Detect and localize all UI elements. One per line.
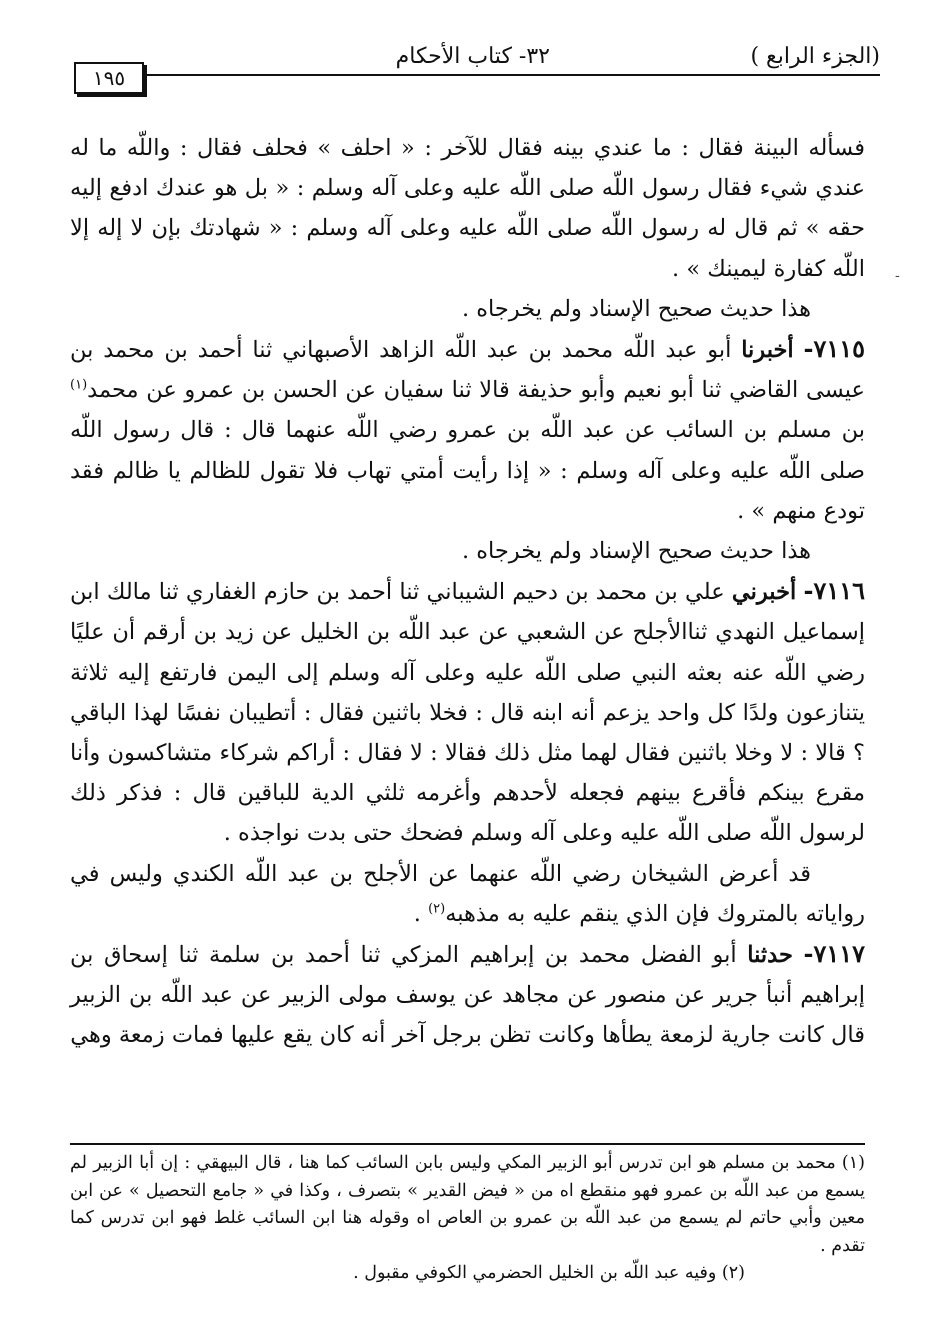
hadith-keyword: أخبرني [731, 579, 797, 606]
hadith-keyword: أخبرنا [741, 337, 794, 364]
paragraph: فسأله البينة فقال : ما عندي بينه فقال للآخر : « احلف » فحلف فقال : واللّه ما له عندي شيء فقال رسول اللّه صلى اللّه عليه وعلى آله وسلم : « بل هو عندك ادفع إليه حقه » ثم قال له رسول اللّه صلى اللّه عليه وعلى آله وسلم : « شهادتك بإن لا إله إلا اللّه كفارة ليمينك » . [70, 135, 865, 282]
hadith-7116 [70, 571, 865, 853]
hadith-text: أبو عبد اللّه محمد بن عبد اللّه الزاهد الأصبهاني ثنا أحمد بن محمد بن عيسى القاضي ثنا أبو نعيم وأبو حذيفة قالا ثنا سفيان عن الحسن بن عمرو عن محمد [70, 337, 865, 404]
hadith-text: علي بن محمد بن دحيم الشيباني ثنا أحمد بن حازم الغفاري ثنا مالك ابن إسماعيل النهدي ثناالأجلح عن الشعبي عن عبد اللّه بن الخليل عن زيد بن أرقم أن عليًا رضي اللّه عنه بعثه النبي صلى اللّه عليه وعلى آله وسلم إلى اليمن فارتفع إليه ثلاثة يتنازعون ولدًا كل واحد يزعم أنه ابنه قال : فخلا باثنين فقال : أتطيبان نفسًا لهذا الباقي ؟ قالا : لا وخلا باثنين فقال لهما مثل ذلك فقالا : لا فقال : أراكم شركاء متشاكسون وأنا مقرع بينكم فأقرع بينهم فجعله لأحدهم وأغرمه ثلثي الدية للباقين قال : فذكر ذلك لرسول اللّه صلى اللّه عليه وعلى آله وسلم فضحك حتى بدت نواجذه . [70, 579, 865, 847]
hadith-7115 [70, 329, 865, 531]
chapter-title: ٣٢- كتاب الأحكام [395, 44, 550, 69]
volume-title: (الجزء الرابع ) [750, 44, 880, 69]
hadith-number: ٧١١٥- [803, 334, 866, 364]
margin-mark: - [895, 268, 900, 284]
hadith-keyword: حدثنا [747, 942, 793, 969]
hadith-number: ٧١١٦- [803, 576, 866, 606]
comment-end: . [413, 900, 429, 927]
footnotes [70, 1150, 865, 1288]
hadith-text: أبو الفضل محمد بن إبراهيم المزكي ثنا أحمد بن سلمة ثنا إسحاق بن إبراهيم أنبأ جرير عن منصور عن مجاهد عن يوسف مولى الزبير عن عبد اللّه بن الزبير قال كانت جارية لزمعة يطأها وكانت تظن برجل آخر أنه كان يقع عليها فمات زمعة وهي [70, 942, 865, 1049]
footnote-2 [70, 1260, 865, 1288]
running-header [60, 40, 880, 90]
header-rule [135, 74, 880, 76]
footnote-ref: (٢) [428, 901, 446, 917]
comment-text: قد أعرض الشيخان رضي اللّه عنهما عن الأجلح بن عبد اللّه الكندي وليس في رواياته بالمتروك فإن الذي ينقم عليه به مذهبه [70, 860, 865, 927]
footnote-2-text: (٢) وفيه عبد اللّه بن الخليل الحضرمي الكوفي مقبول . [353, 1263, 745, 1283]
page-number: ١٩٥ [74, 62, 144, 94]
paragraph: هذا حديث صحيح الإسناد ولم يخرجاه . [461, 295, 811, 322]
footnote-ref: (١) [70, 377, 88, 393]
hadith-7117 [70, 934, 865, 1056]
hadith-number: ٧١١٧- [803, 939, 866, 969]
footnote-rule [70, 1143, 865, 1145]
paragraph: هذا حديث صحيح الإسناد ولم يخرجاه . [461, 538, 811, 565]
hadith-text: بن مسلم بن السائب عن عبد اللّه بن عمرو رضي اللّه عنهما قال : قال رسول اللّه صلى اللّه عليه وعلى آله وسلم : « إذا رأيت أمتي تهاب فلا تقول للظالم يا ظالم فقد تودع منهم » . [70, 417, 865, 524]
footnote-1: (١) محمد بن مسلم هو ابن تدرس أبو الزبير المكي وليس بابن السائب كما هنا ، قال البيهقي : إن أبا الزبير لم يسمع من عبد اللّه بن عمرو فهو منقطع اه من « فيض القدير » بتصرف ، وكذا في « جامع التحصيل » عن ابن معين وأبي حاتم لم يسمع من عبد اللّه بن عمرو بن العاص اه وقوله هنا ابن السائب غلط فهو ابن تدرس كما تقدم . [70, 1153, 865, 1256]
main-text [70, 128, 865, 1056]
paragraph [70, 854, 865, 934]
